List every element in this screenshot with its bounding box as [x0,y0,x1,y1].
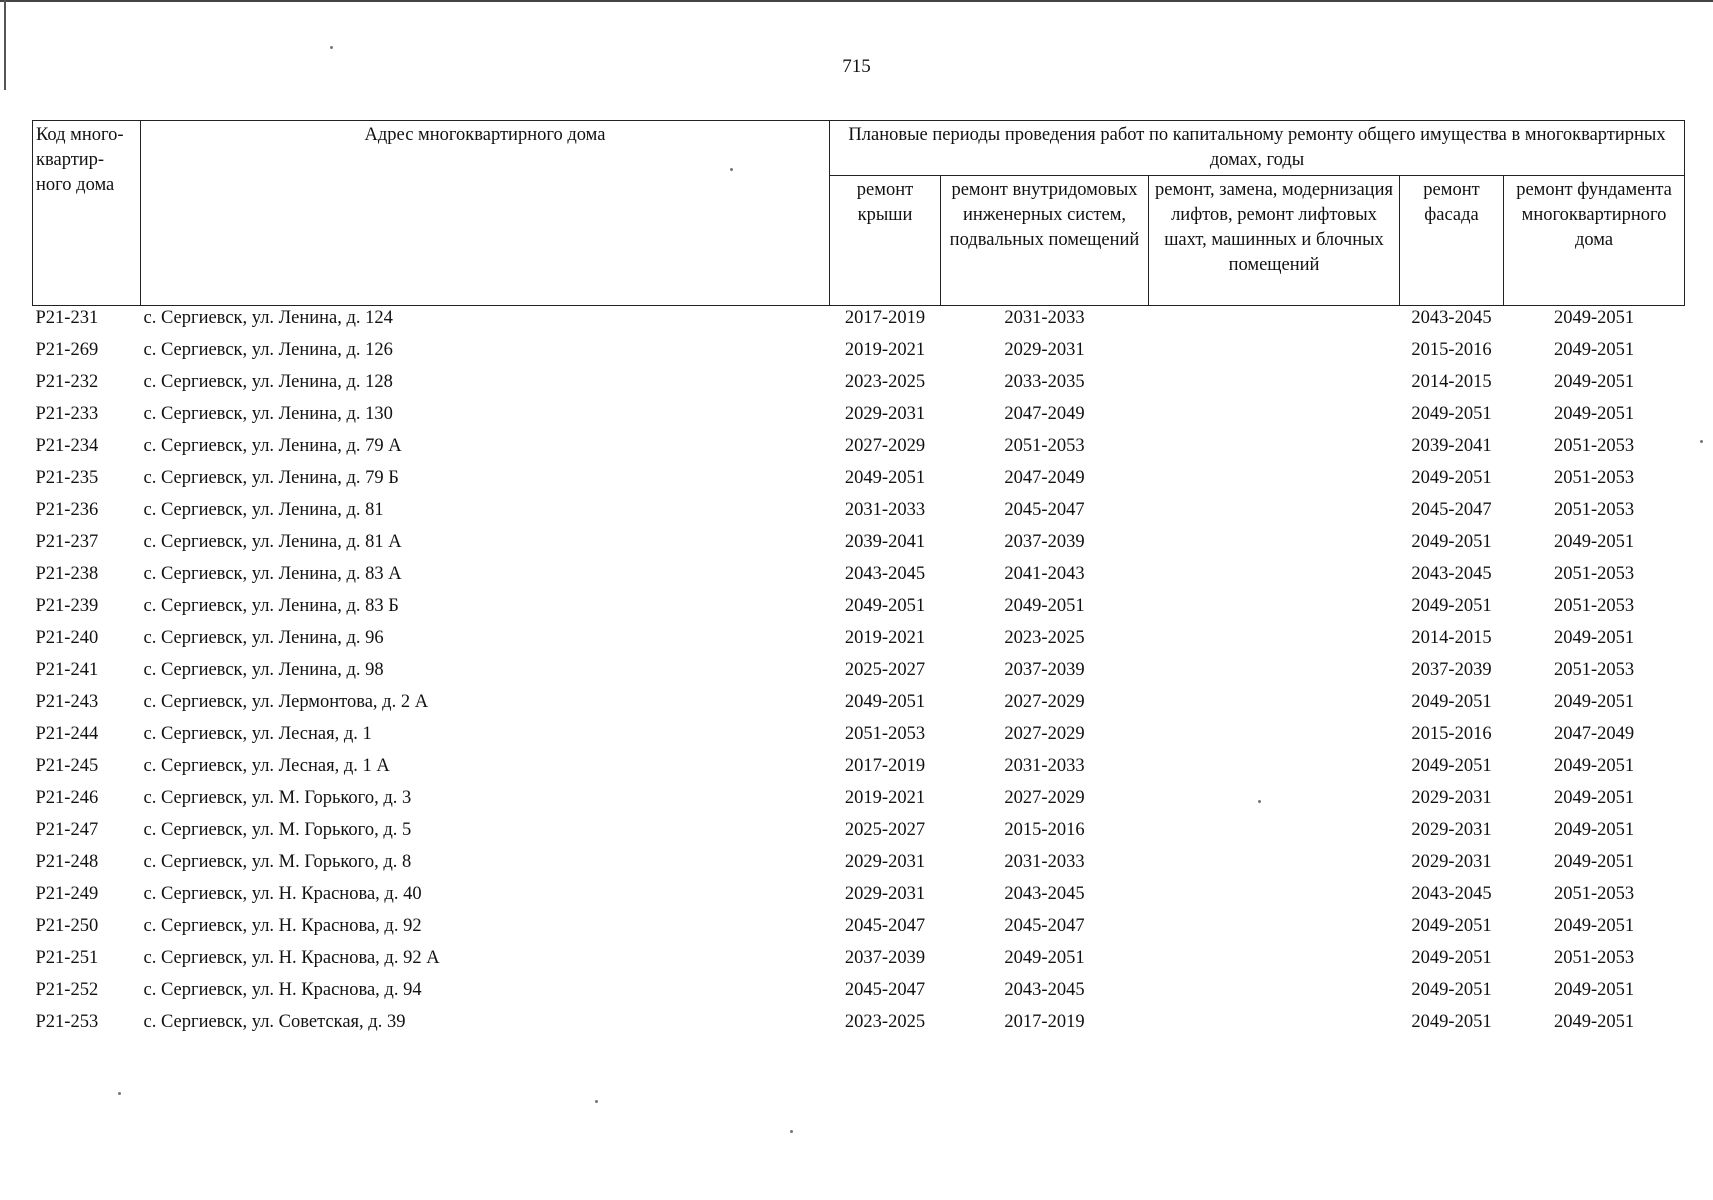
cell-lifts [1149,946,1400,978]
cell-facade: 2043-2045 [1411,308,1492,328]
cell-lifts [1149,786,1400,818]
cell-code: P21-232 [35,372,99,392]
page-number: 715 [842,56,871,77]
table-header [33,121,1685,306]
cell-facade: 2049-2051 [1411,692,1492,712]
cell-engineering: 2017-2019 [1004,1012,1085,1032]
header-foundation: ремонт фундамента многоквартирного дома [1504,176,1685,306]
cell-lifts [1149,626,1400,658]
cell-roof: 2017-2019 [844,756,926,776]
cell-lifts [1149,530,1400,562]
cell-facade: 2043-2045 [1411,884,1492,904]
table-row [33,626,1685,658]
cell-roof: 2023-2025 [844,372,926,392]
cell-lifts [1149,754,1400,786]
cell-roof: 2025-2027 [844,820,926,840]
header-address: Адрес многоквартирного дома [141,121,830,306]
cell-roof: 2029-2031 [844,852,926,872]
cell-foundation: 2049-2051 [1553,532,1635,552]
cell-lifts [1149,338,1400,370]
cell-facade: 2014-2015 [1411,628,1492,648]
cell-code: P21-240 [35,628,99,648]
cell-address: с. Сергиевск, ул. Ленина, д. 98 [143,660,384,680]
cell-code: P21-243 [35,692,99,712]
table-row [33,786,1685,818]
cell-foundation: 2047-2049 [1553,724,1635,744]
cell-lifts [1149,434,1400,466]
cell-code: P21-237 [35,532,99,552]
cell-roof: 2017-2019 [844,308,926,328]
cell-engineering: 2029-2031 [1004,340,1085,360]
table-row [33,850,1685,882]
table-row [33,402,1685,434]
cell-lifts [1149,690,1400,722]
cell-roof: 2049-2051 [844,468,926,488]
cell-facade: 2039-2041 [1411,436,1492,456]
cell-code: P21-239 [35,596,99,616]
cell-lifts [1149,658,1400,690]
table-row [33,818,1685,850]
cell-lifts [1149,1010,1400,1042]
cell-address: с. Сергиевск, ул. Ленина, д. 81 [143,500,384,520]
cell-lifts [1149,370,1400,402]
cell-engineering: 2015-2016 [1004,820,1085,840]
cell-address: с. Сергиевск, ул. М. Горького, д. 5 [143,820,412,840]
cell-foundation: 2051-2053 [1553,884,1635,904]
cell-engineering: 2033-2035 [1004,372,1085,392]
header-facade: ремонт фасада [1400,176,1504,306]
cell-foundation: 2051-2053 [1553,500,1635,520]
cell-foundation: 2049-2051 [1553,852,1635,872]
cell-foundation: 2051-2053 [1553,660,1635,680]
table-row [33,370,1685,402]
cell-engineering: 2047-2049 [1004,468,1085,488]
cell-address: с. Сергиевск, ул. Н. Краснова, д. 92 [143,916,422,936]
cell-code: P21-235 [35,468,99,488]
cell-foundation: 2049-2051 [1553,404,1635,424]
cell-address: с. Сергиевск, ул. Ленина, д. 79 Б [143,468,399,488]
cell-roof: 2051-2053 [844,724,926,744]
cell-lifts [1149,402,1400,434]
cell-address: с. Сергиевск, ул. Ленина, д. 96 [143,628,384,648]
cell-roof: 2029-2031 [844,404,926,424]
cell-code: P21-245 [35,756,99,776]
cell-facade: 2029-2031 [1411,820,1492,840]
cell-code: P21-231 [35,308,99,328]
cell-roof: 2025-2027 [844,660,926,680]
cell-engineering: 2043-2045 [1004,980,1085,1000]
cell-address: с. Сергиевск, ул. Лесная, д. 1 А [143,756,390,776]
header-roof: ремонт крыши [830,176,941,306]
cell-code: P21-244 [35,724,99,744]
cell-roof: 2019-2021 [844,628,926,648]
cell-address: с. Сергиевск, ул. Лесная, д. 1 [143,724,372,744]
cell-lifts [1149,850,1400,882]
cell-engineering: 2051-2053 [1004,436,1085,456]
scan-speck [730,168,733,171]
table-row [33,562,1685,594]
cell-address: с. Сергиевск, ул. Ленина, д. 83 Б [143,596,399,616]
cell-lifts [1149,562,1400,594]
cell-facade: 2049-2051 [1411,756,1492,776]
cell-code: P21-249 [35,884,99,904]
cell-engineering: 2049-2051 [1004,596,1085,616]
cell-roof: 2031-2033 [844,500,926,520]
repair-schedule-table [32,120,1685,1042]
cell-foundation: 2049-2051 [1553,756,1635,776]
table-row [33,914,1685,946]
cell-foundation: 2049-2051 [1553,980,1635,1000]
cell-foundation: 2049-2051 [1553,692,1635,712]
cell-address: с. Сергиевск, ул. Ленина, д. 124 [143,308,393,328]
cell-engineering: 2037-2039 [1004,532,1085,552]
cell-address: с. Сергиевск, ул. Ленина, д. 128 [143,372,393,392]
cell-roof: 2019-2021 [844,788,926,808]
cell-roof: 2027-2029 [844,436,926,456]
table-body [33,306,1685,1043]
table-row [33,530,1685,562]
header-planned-periods: Плановые периоды проведения работ по капитальному ремонту общего имущества в многоквартирных домах, годы [830,121,1685,176]
cell-roof: 2023-2025 [844,1012,926,1032]
cell-engineering: 2027-2029 [1004,724,1085,744]
header-lifts: ремонт, замена, модернизация лифтов, ремонт лифтовых шахт, машинных и блочных помещений [1149,176,1400,306]
cell-code: P21-241 [35,660,99,680]
scan-speck [790,1130,793,1133]
cell-engineering: 2049-2051 [1004,948,1085,968]
table-row [33,658,1685,690]
cell-lifts [1149,818,1400,850]
cell-roof: 2045-2047 [844,916,926,936]
cell-address: с. Сергиевск, ул. Ленина, д. 79 А [143,436,402,456]
cell-facade: 2015-2016 [1411,724,1492,744]
cell-code: P21-251 [35,948,99,968]
cell-engineering: 2045-2047 [1004,500,1085,520]
scan-speck [118,1092,121,1095]
cell-engineering: 2031-2033 [1004,308,1085,328]
cell-address: с. Сергиевск, ул. Ленина, д. 81 А [143,532,402,552]
cell-engineering: 2043-2045 [1004,884,1085,904]
cell-address: с. Сергиевск, ул. Ленина, д. 126 [143,340,393,360]
cell-lifts [1149,914,1400,946]
cell-address: с. Сергиевск, ул. Советская, д. 39 [143,1012,406,1032]
table-row [33,338,1685,370]
cell-facade: 2049-2051 [1411,404,1492,424]
cell-code: P21-238 [35,564,99,584]
cell-foundation: 2051-2053 [1553,564,1635,584]
scan-speck [1700,440,1703,443]
cell-engineering: 2027-2029 [1004,692,1085,712]
cell-engineering: 2023-2025 [1004,628,1085,648]
cell-lifts [1149,466,1400,498]
scan-edge-top [0,0,1713,2]
cell-address: с. Сергиевск, ул. Ленина, д. 83 А [143,564,402,584]
cell-engineering: 2037-2039 [1004,660,1085,680]
cell-facade: 2015-2016 [1411,340,1492,360]
cell-engineering: 2027-2029 [1004,788,1085,808]
cell-code: P21-250 [35,916,99,936]
cell-foundation: 2049-2051 [1553,788,1635,808]
cell-roof: 2049-2051 [844,596,926,616]
cell-code: P21-246 [35,788,99,808]
cell-facade: 2029-2031 [1411,788,1492,808]
header-code: Код много-квартир-ного дома [33,121,141,306]
cell-facade: 2045-2047 [1411,500,1492,520]
cell-facade: 2037-2039 [1411,660,1492,680]
header-engineering: ремонт внутридомовых инженерных систем, подвальных помещений [941,176,1149,306]
cell-engineering: 2045-2047 [1004,916,1085,936]
cell-lifts [1149,978,1400,1010]
cell-foundation: 2049-2051 [1553,628,1635,648]
cell-facade: 2014-2015 [1411,372,1492,392]
cell-facade: 2049-2051 [1411,980,1492,1000]
cell-facade: 2049-2051 [1411,948,1492,968]
cell-address: с. Сергиевск, ул. М. Горького, д. 3 [143,788,412,808]
cell-foundation: 2049-2051 [1553,820,1635,840]
cell-foundation: 2049-2051 [1553,916,1635,936]
cell-lifts [1149,498,1400,530]
cell-roof: 2039-2041 [844,532,926,552]
cell-lifts [1149,306,1400,339]
table-row [33,754,1685,786]
cell-foundation: 2049-2051 [1553,1012,1635,1032]
cell-roof: 2049-2051 [844,692,926,712]
table-row [33,722,1685,754]
table-row [33,434,1685,466]
cell-roof: 2029-2031 [844,884,926,904]
cell-roof: 2037-2039 [844,948,926,968]
cell-facade: 2049-2051 [1411,596,1492,616]
cell-lifts [1149,722,1400,754]
cell-foundation: 2051-2053 [1553,948,1635,968]
cell-foundation: 2049-2051 [1553,372,1635,392]
scan-speck [1258,800,1261,803]
cell-lifts [1149,594,1400,626]
cell-facade: 2049-2051 [1411,1012,1492,1032]
cell-code: P21-252 [35,980,99,1000]
cell-facade: 2049-2051 [1411,916,1492,936]
cell-address: с. Сергиевск, ул. Лермонтова, д. 2 А [143,692,429,712]
table-row [33,594,1685,626]
cell-foundation: 2051-2053 [1553,436,1635,456]
table-row [33,946,1685,978]
cell-code: P21-236 [35,500,99,520]
scan-speck [595,1100,598,1103]
table-row [33,306,1685,339]
cell-address: с. Сергиевск, ул. М. Горького, д. 8 [143,852,412,872]
cell-foundation: 2049-2051 [1553,308,1635,328]
cell-code: P21-247 [35,820,99,840]
cell-roof: 2019-2021 [844,340,926,360]
cell-address: с. Сергиевск, ул. Ленина, д. 130 [143,404,393,424]
cell-code: P21-248 [35,852,99,872]
table-row [33,1010,1685,1042]
cell-foundation: 2051-2053 [1553,596,1635,616]
cell-facade: 2029-2031 [1411,852,1492,872]
scan-speck [330,46,333,49]
cell-engineering: 2031-2033 [1004,756,1085,776]
cell-engineering: 2031-2033 [1004,852,1085,872]
cell-roof: 2043-2045 [844,564,926,584]
table-row [33,978,1685,1010]
table-row [33,498,1685,530]
table-row [33,690,1685,722]
cell-roof: 2045-2047 [844,980,926,1000]
cell-facade: 2049-2051 [1411,532,1492,552]
cell-code: P21-233 [35,404,99,424]
cell-foundation: 2049-2051 [1553,340,1635,360]
cell-code: P21-269 [35,340,99,360]
cell-foundation: 2051-2053 [1553,468,1635,488]
cell-lifts [1149,882,1400,914]
cell-address: с. Сергиевск, ул. Н. Краснова, д. 92 А [143,948,440,968]
cell-facade: 2043-2045 [1411,564,1492,584]
cell-code: P21-234 [35,436,99,456]
cell-address: с. Сергиевск, ул. Н. Краснова, д. 40 [143,884,422,904]
table-row [33,882,1685,914]
cell-code: P21-253 [35,1012,99,1032]
cell-engineering: 2047-2049 [1004,404,1085,424]
cell-engineering: 2041-2043 [1004,564,1085,584]
cell-address: с. Сергиевск, ул. Н. Краснова, д. 94 [143,980,422,1000]
table-row [33,466,1685,498]
cell-facade: 2049-2051 [1411,468,1492,488]
